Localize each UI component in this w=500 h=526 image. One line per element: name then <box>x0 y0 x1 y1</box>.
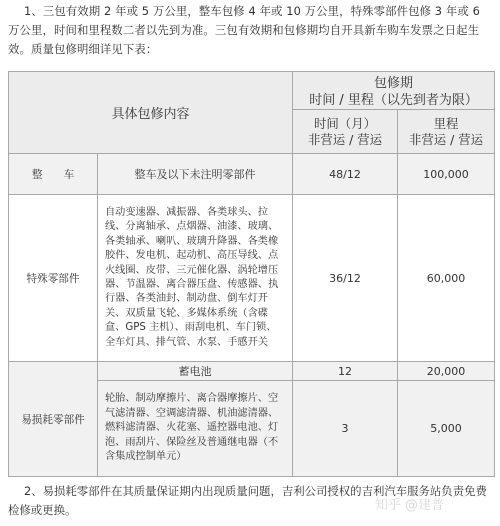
header-content: 具体包修内容 <box>9 72 293 154</box>
row-category: 特殊零部件 <box>9 195 98 362</box>
row-detail: 轮胎、制动摩擦片、离合器摩擦片、空气滤清器、空调滤清器、机油滤清器、燃料滤清器、火花塞、遥控器电池、灯泡、雨刮片、保险丝及普通继电器（不含集成控制单元） <box>98 381 293 477</box>
intro-text <box>8 2 494 59</box>
row-category: 易损耗零部件 <box>9 362 98 477</box>
header-period <box>293 72 495 110</box>
warranty-table <box>8 71 495 477</box>
watermark-label: 知乎 @建普 <box>374 498 444 513</box>
row-time: 36/12 <box>293 195 398 362</box>
row-detail: 自动变速器、减振器、各类球头、拉线、分离轴承、点烟器、油漆、玻璃、各类轴承、喇叭、玻璃升降器、各类橡胶件、发电机、起动机、高压导线、点火线圈、皮带、三元催化器、涡轮增压器、节温器、离合器压盘、传感器、执行器、各类油封、制动盘、倒车灯开关、双质量飞轮、多媒体系统（含碟盒、GPS 主机）、雨刮电机、车门锁、全车灯具、排气管、水泵、手感开关 <box>98 195 293 362</box>
row-detail: 整车及以下未注明零部件 <box>98 154 293 195</box>
row-mileage: 20,000 <box>398 362 495 381</box>
row-mileage: 100,000 <box>398 154 495 195</box>
table-row <box>9 154 495 195</box>
header-time <box>293 110 398 154</box>
header-period-subtitle: 时间 / 里程（以先到者为限） <box>309 93 478 108</box>
header-mileage-subtitle: 非营运 / 营运 <box>409 131 484 147</box>
header-time-title: 时间（月） <box>314 115 376 131</box>
row-time: 48/12 <box>293 154 398 195</box>
footer-paragraph: 2、易损耗零部件在其质量保证期内出现质量问题，吉利公司授权的吉利汽车服务站负责免费检修或更换。 <box>8 484 487 517</box>
intro-paragraph: 1、三包有效期 2 年或 5 万公里，整车包修 4 年或 10 万公里，特殊零部件包修 3 年或 6 万公里，时间和里程数二者以先到为准。三包有效期和包修期均自开具新车购车发票之日起生效。质量包修明细详见下表： <box>8 4 480 56</box>
row-mileage: 60,000 <box>398 195 495 362</box>
header-period-title: 包修期 <box>374 76 414 91</box>
row-time: 3 <box>293 381 398 477</box>
table-row <box>9 195 495 362</box>
table-header-row <box>9 72 495 110</box>
table-row <box>9 362 495 381</box>
header-mileage <box>398 110 495 154</box>
row-time: 12 <box>293 362 398 381</box>
row-detail: 蓄电池 <box>98 362 293 381</box>
header-time-subtitle: 非营运 / 营运 <box>308 131 383 147</box>
row-mileage: 5,000 <box>398 381 495 477</box>
row-category: 整 车 <box>9 154 98 195</box>
header-mileage-title: 里程 <box>433 115 459 131</box>
